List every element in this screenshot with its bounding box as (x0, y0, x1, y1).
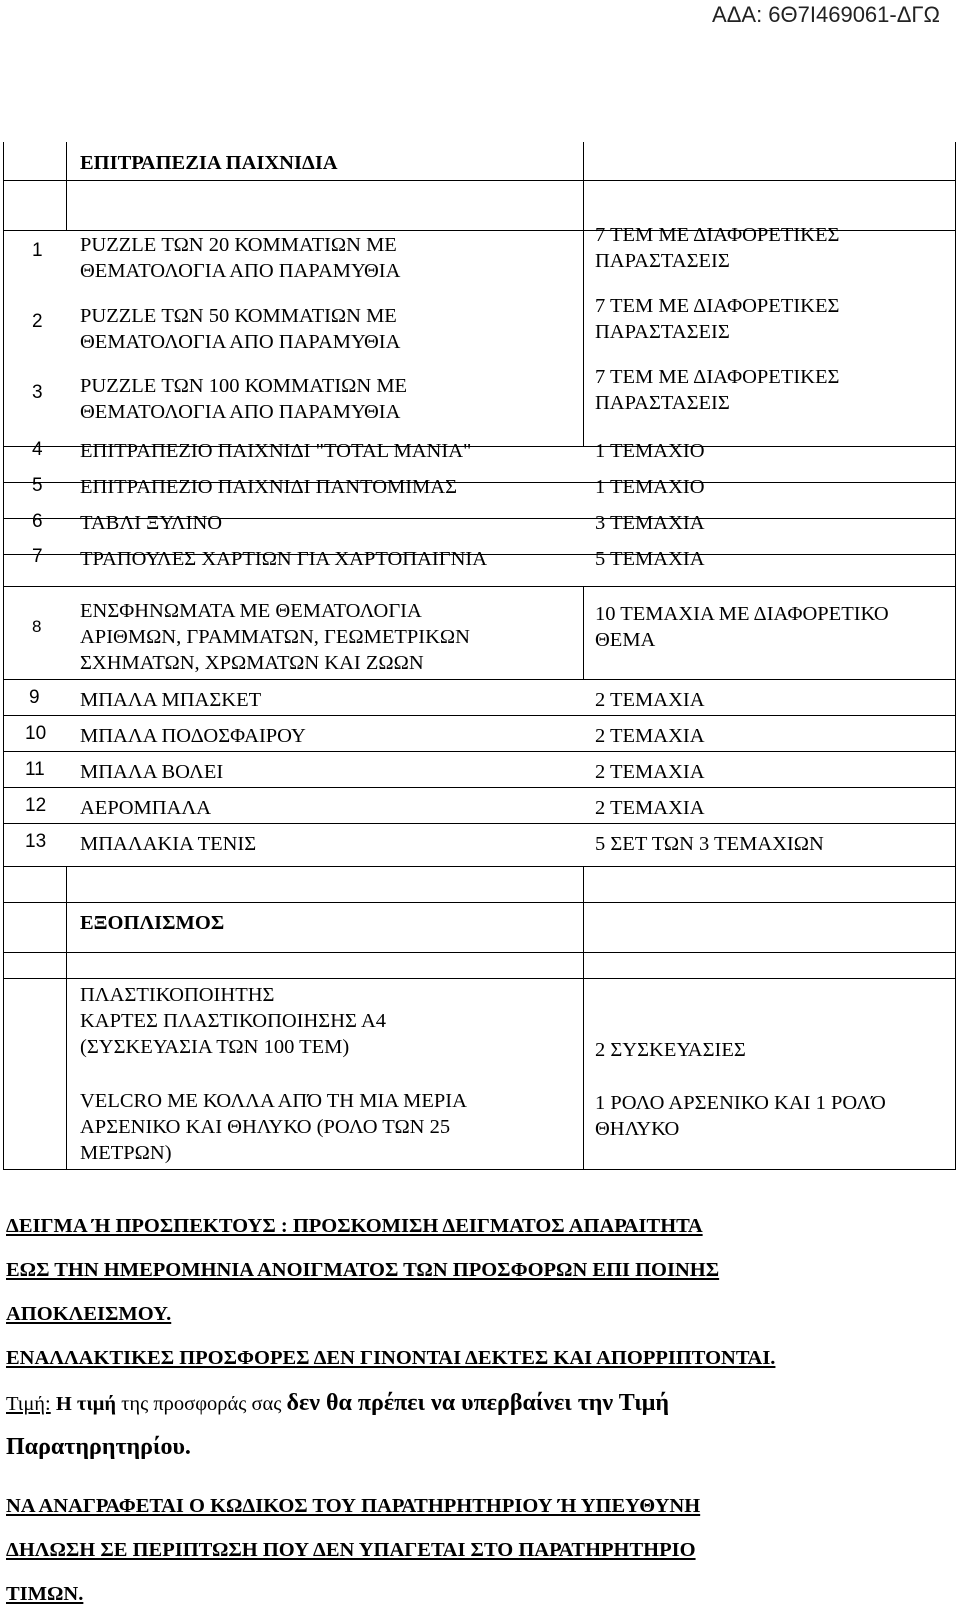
item-quantity: ΘΕΜΑ (595, 629, 656, 651)
item-quantity: 10 ΤΕΜΑΧΙΑ ΜΕ ΔΙΑΦΟΡΕΤΙΚΟ (595, 603, 889, 625)
row-number: 3 (32, 382, 43, 403)
row-divider (3, 952, 956, 953)
sample-note: ΕΩΣ ΤΗΝ ΗΜΕΡΟΜΗΝΙΑ ΑΝΟΙΓΜΑΤΟΣ ΤΩΝ ΠΡΟΣΦΟΡΩΝ ΕΠΙ ΠΟΙΝΗΣ (6, 1259, 720, 1281)
item-description: ΕΝΣΦΗΝΩΜΑΤΑ ΜΕ ΘΕΜΑΤΟΛΟΓΙΑ (80, 600, 422, 622)
price-text-bold: Η τιμή (50, 1393, 116, 1415)
item-quantity: 2 ΤΕΜΑΧΙΑ (595, 689, 705, 711)
row-divider (3, 787, 956, 788)
row-divider (3, 180, 956, 181)
row-number: 8 (32, 617, 42, 636)
row-number: 1 (32, 240, 43, 261)
item-description: ΣΧΗΜΑΤΩΝ, ΧΡΩΜΑΤΩΝ ΚΑΙ ΖΩΩΝ (80, 652, 424, 674)
row-divider (3, 586, 956, 587)
code-note: ΔΗΛΩΣΗ ΣΕ ΠΕΡΙΠΤΩΣΗ ΠΟΥ ΔΕΝ ΥΠΑΓΕΤΑΙ ΣΤΟ ΠΑΡΑΤΗΡΗΤΗΡΙΟ (6, 1539, 696, 1561)
item-quantity: 2 ΤΕΜΑΧΙΑ (595, 761, 705, 783)
item-quantity: 5 ΤΕΜΑΧΙΑ (595, 548, 705, 570)
row-divider (3, 902, 956, 903)
sample-note: ΑΠΟΚΛΕΙΣΜΟΥ. (6, 1303, 172, 1325)
item-description: ΕΠΙΤΡΑΠΕΖΙΟ ΠΑΙΧΝΙΔΙ "TOTAL MANIA" (80, 440, 472, 462)
item-description: (ΣΥΣΚΕΥΑΣΙΑ ΤΩΝ 100 ΤΕΜ) (80, 1036, 350, 1058)
row-number: 12 (25, 795, 47, 816)
item-description: ΕΠΙΤΡΑΠΕΖΙΟ ΠΑΙΧΝΙΔΙ ΠΑΝΤΟΜΙΜΑΣ (80, 476, 458, 498)
item-description: ΜΠΑΛΑ ΜΠΑΣΚΕΤ (80, 689, 262, 711)
price-note (6, 1390, 669, 1417)
row-divider (3, 715, 956, 716)
item-quantity: 2 ΤΕΜΑΧΙΑ (595, 725, 705, 747)
column-divider (66, 866, 67, 1170)
section-title: ΕΞΟΠΛΙΣΜΟΣ (80, 912, 225, 934)
section-title: ΕΠΙΤΡΑΠΕΖΙΑ ΠΑΙΧΝΙΔΙΑ (80, 152, 338, 174)
item-description: VELCRO ΜΕ ΚΟΛΛΑ ΑΠΌ ΤΗ ΜΙΑ ΜΕΡΙΑ (80, 1090, 467, 1112)
item-description: ΘΕΜΑΤΟΛΟΓΙΑ ΑΠΟ ΠΑΡΑΜΥΘΙΑ (80, 260, 401, 282)
item-description: ΜΠΑΛΑ ΒΟΛΕΙ (80, 761, 224, 783)
column-divider (583, 142, 584, 230)
items-table (3, 0, 960, 1616)
item-quantity: ΠΑΡΑΣΤΑΣΕΙΣ (595, 250, 730, 272)
item-description: ΚΑΡΤΕΣ ΠΛΑΣΤΙΚΟΠΟΙΗΣΗΣ Α4 (80, 1010, 387, 1032)
row-number: 10 (25, 723, 47, 744)
item-description: ΜΕΤΡΩΝ) (80, 1142, 172, 1164)
item-description: ΑΡΣΕΝΙΚΟ ΚΑΙ ΘΗΛΥΚΟ (ΡΟΛΟ ΤΩΝ 25 (80, 1116, 451, 1138)
row-divider (3, 866, 956, 867)
code-note: ΝΑ ΑΝΑΓΡΑΦΕΤΑΙ Ο ΚΩΔΙΚΟΣ ΤΟΥ ΠΑΡΑΤΗΡΗΤΗΡΙΟΥ Ή ΥΠΕΥΘΥΝΗ (6, 1495, 701, 1517)
item-description: ΘΕΜΑΤΟΛΟΓΙΑ ΑΠΟ ΠΑΡΑΜΥΘΙΑ (80, 401, 401, 423)
item-quantity: 7 ΤΕΜ ΜΕ ΔΙΑΦΟΡΕΤΙΚΕΣ (595, 224, 840, 246)
row-number: 7 (32, 546, 43, 567)
item-quantity: 5 ΣΕΤ ΤΩΝ 3 ΤΕΜΑΧΙΩΝ (595, 833, 824, 855)
item-quantity: ΘΗΛΥΚΟ (595, 1118, 680, 1140)
column-divider (66, 142, 67, 230)
table-border-left (3, 142, 4, 1170)
item-quantity: 1 ΤΕΜΑΧΙΟ (595, 476, 705, 498)
price-label: Τιμή: (6, 1393, 51, 1415)
code-note: ΤΙΜΩΝ. (6, 1583, 84, 1605)
sample-note: ΔΕΙΓΜΑ Ή ΠΡΟΣΠΕΚΤΟΥΣ : ΠΡΟΣΚΟΜΙΣΗ ΔΕΙΓΜΑΤΟΣ ΑΠΑΡΑΙΤΗΤΑ (6, 1215, 703, 1237)
item-description: PUZZLE ΤΩΝ 20 ΚΟΜΜΑΤΙΩΝ ΜΕ (80, 234, 397, 256)
row-number: 6 (32, 511, 43, 532)
row-divider (3, 679, 956, 680)
column-divider (583, 866, 584, 1170)
item-description: ΜΠΑΛΑΚΙΑ ΤΕΝΙΣ (80, 833, 257, 855)
item-quantity: 1 ΤΕΜΑΧΙΟ (595, 440, 705, 462)
row-number: 13 (25, 831, 47, 852)
item-quantity: 1 ΡΟΛΟ ΑΡΣΕΝΙΚΟ ΚΑΙ 1 ΡΟΛΌ (595, 1092, 886, 1114)
row-number: 2 (32, 311, 43, 332)
item-quantity: ΠΑΡΑΣΤΑΣΕΙΣ (595, 321, 730, 343)
item-description: PUZZLE ΤΩΝ 50 ΚΟΜΜΑΤΙΩΝ ΜΕ (80, 305, 397, 327)
item-quantity: 7 ΤΕΜ ΜΕ ΔΙΑΦΟΡΕΤΙΚΕΣ (595, 295, 840, 317)
item-description: ΤΡΑΠΟΥΛΕΣ ΧΑΡΤΙΩΝ ΓΙΑ ΧΑΡΤΟΠΑΙΓΝΙΑ (80, 548, 488, 570)
item-quantity: 2 ΤΕΜΑΧΙΑ (595, 797, 705, 819)
row-number: 11 (25, 759, 45, 780)
row-divider (3, 978, 956, 979)
document-code: ΑΔΑ: 6Θ7Ι469061-ΔΓΩ (712, 2, 940, 27)
price-text: της προσφοράς σας (116, 1393, 287, 1415)
row-divider (3, 823, 956, 824)
item-quantity: 7 ΤΕΜ ΜΕ ΔΙΑΦΟΡΕΤΙΚΕΣ (595, 366, 840, 388)
column-divider (583, 586, 584, 679)
item-quantity: ΠΑΡΑΣΤΑΣΕΙΣ (595, 392, 730, 414)
price-note-line: Παρατηρητηρίου. (6, 1434, 191, 1460)
alternatives-note: ΕΝΑΛΛΑΚΤΙΚΕΣ ΠΡΟΣΦΟΡΕΣ ΔΕΝ ΓΙΝΟΝΤΑΙ ΔΕΚΤΕΣ ΚΑΙ ΑΠΟΡΡΙΠΤΟΝΤΑΙ. (6, 1347, 776, 1369)
item-description: ΘΕΜΑΤΟΛΟΓΙΑ ΑΠΟ ΠΑΡΑΜΥΘΙΑ (80, 331, 401, 353)
item-description: ΤΑΒΛΙ ΞΥΛΙΝΟ (80, 512, 223, 534)
row-number: 5 (32, 475, 43, 496)
item-quantity: 2 ΣΥΣΚΕΥΑΣΙΕΣ (595, 1039, 746, 1061)
column-divider (583, 230, 584, 446)
item-description: ΜΠΑΛΑ ΠΟΔΟΣΦΑΙΡΟΥ (80, 725, 306, 747)
item-description: PUZZLE ΤΩΝ 100 ΚΟΜΜΑΤΙΩΝ ΜΕ (80, 375, 408, 397)
item-description: ΑΡΙΘΜΩΝ, ΓΡΑΜΜΑΤΩΝ, ΓΕΩΜΕΤΡΙΚΩΝ (80, 626, 470, 648)
row-number: 4 (32, 439, 43, 460)
price-text-bold: δεν θα πρέπει να υπερβαίνει την Τιμή (286, 1390, 669, 1416)
table-border-bottom (3, 1169, 956, 1170)
item-description: ΑΕΡΟΜΠΑΛΑ (80, 797, 212, 819)
item-quantity: 3 ΤΕΜΑΧΙΑ (595, 512, 705, 534)
table-border-right (955, 142, 956, 1170)
row-divider (3, 751, 956, 752)
item-description: ΠΛΑΣΤΙΚΟΠΟΙΗΤΗΣ (80, 984, 275, 1006)
row-number: 9 (29, 687, 40, 708)
